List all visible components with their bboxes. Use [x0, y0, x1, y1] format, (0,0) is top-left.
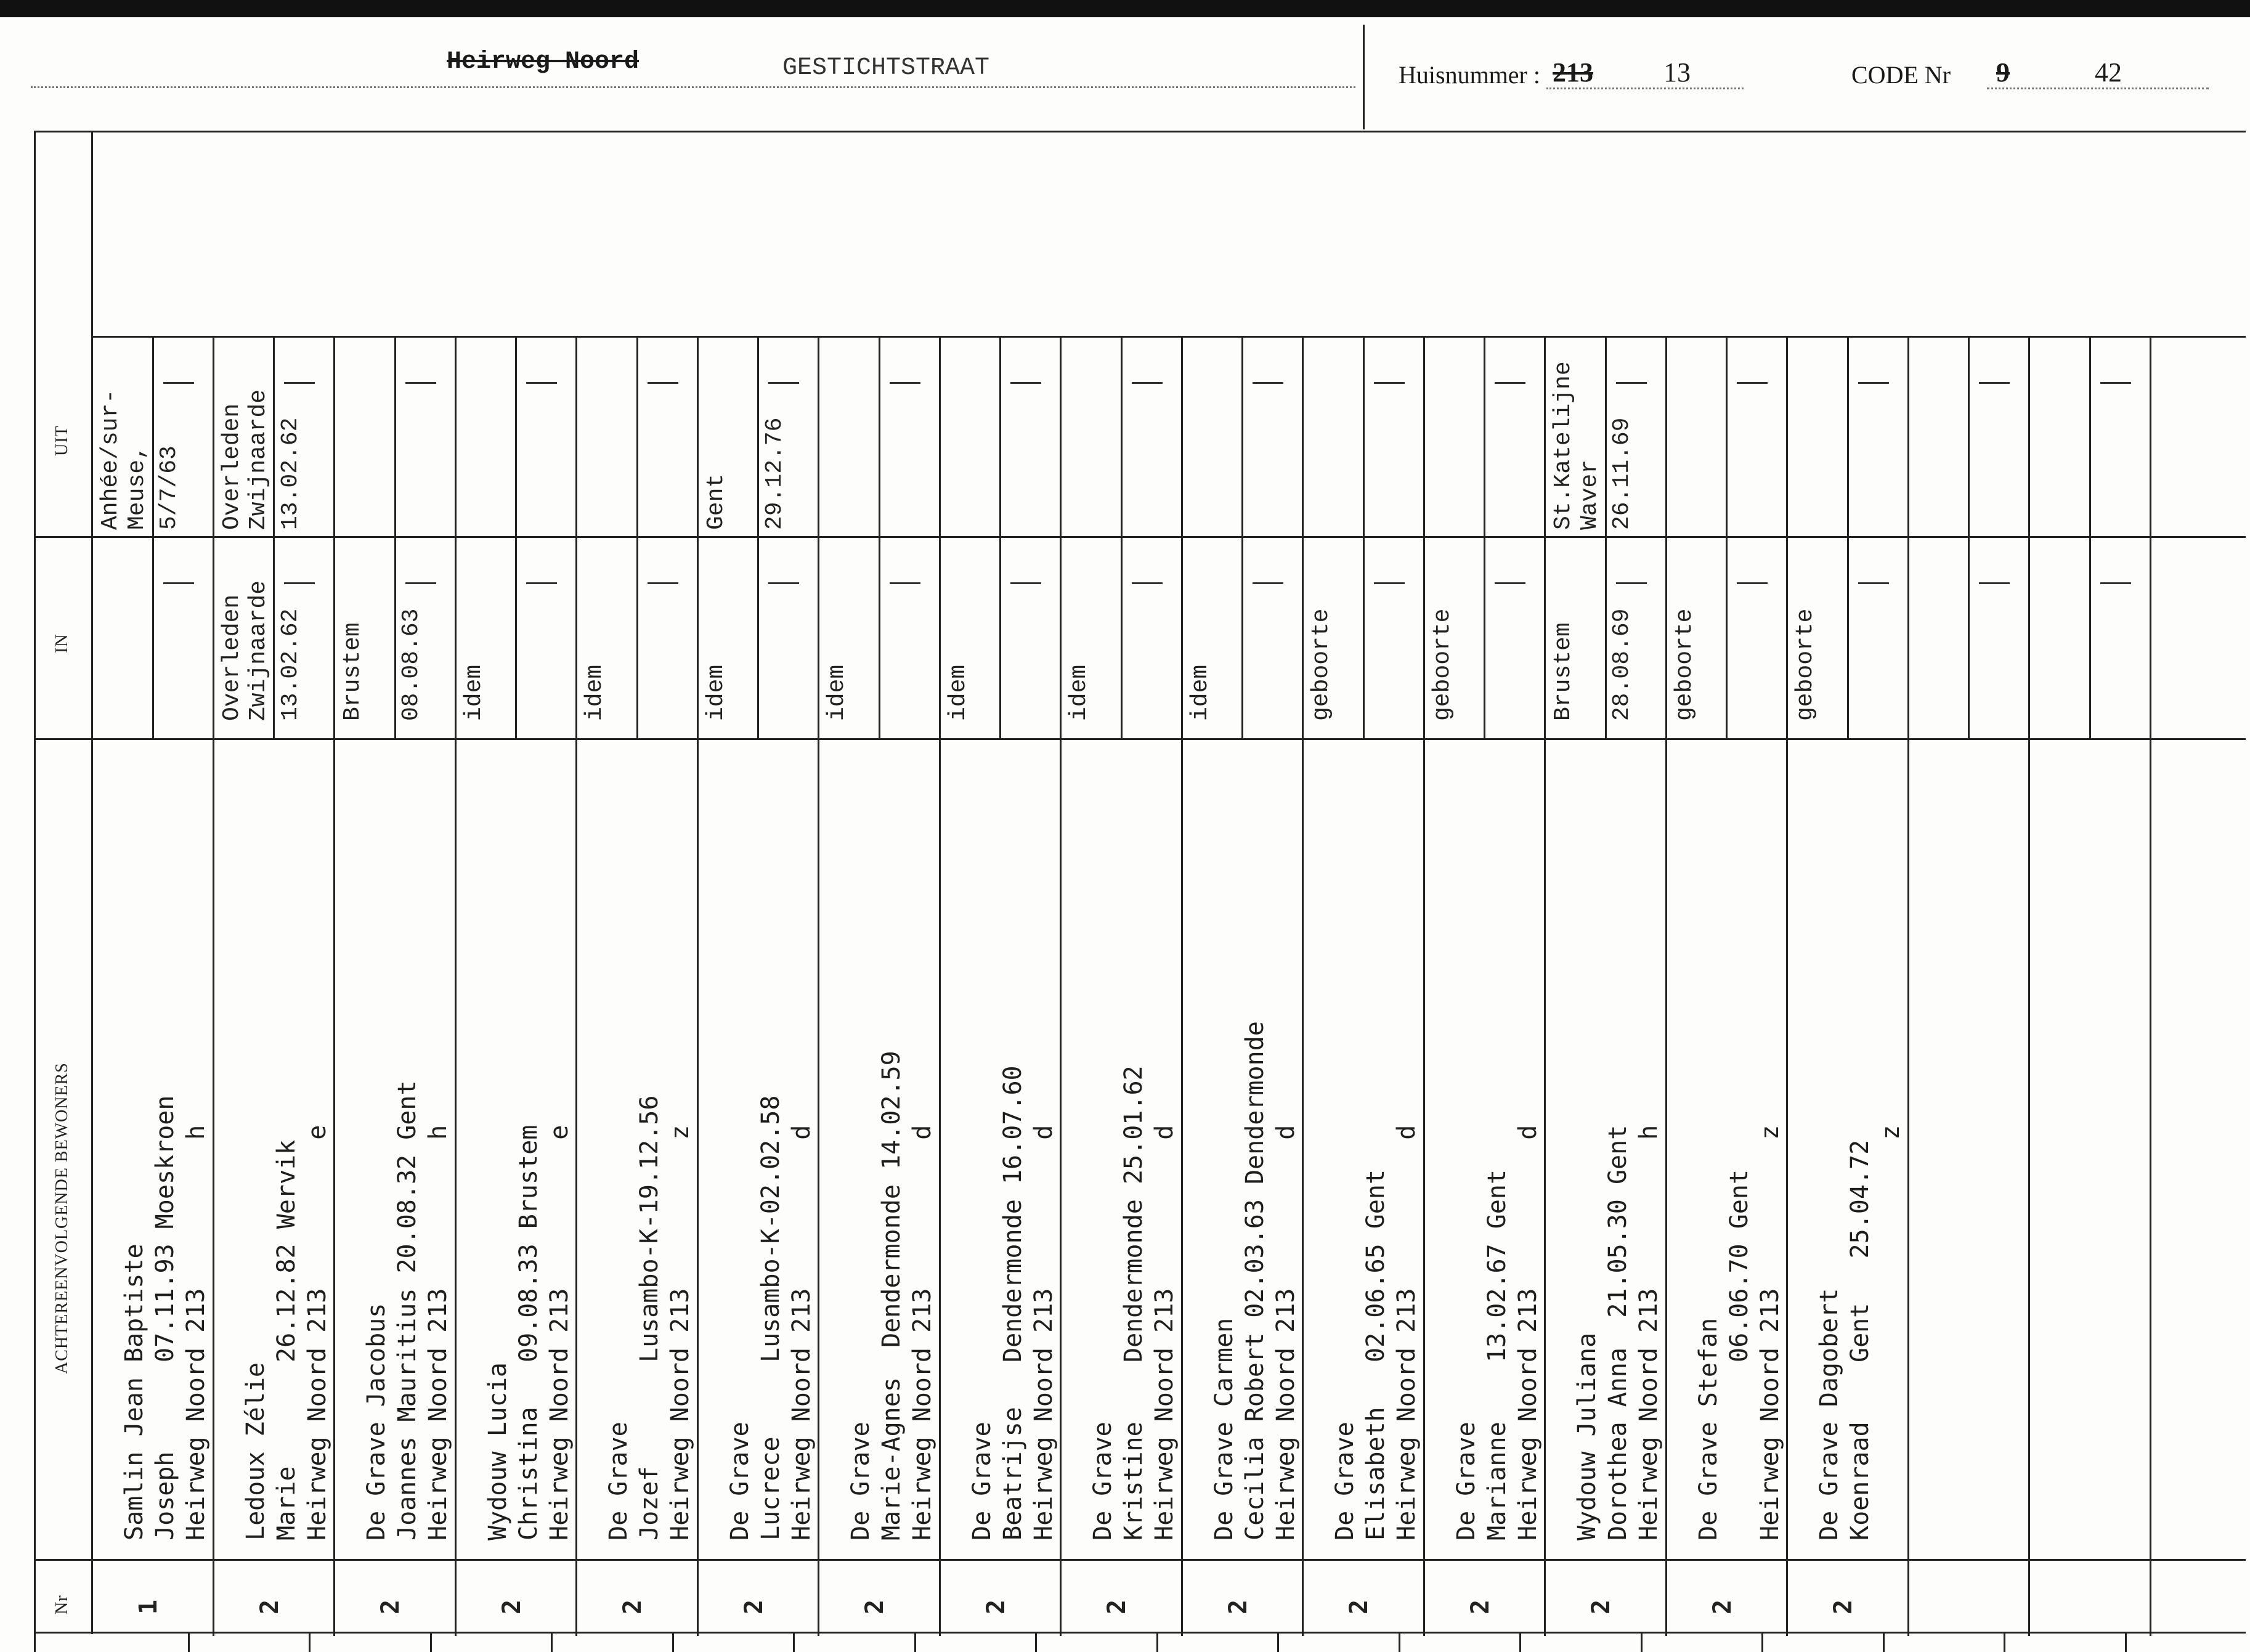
column-divider-bottom [1035, 1633, 1037, 1652]
row-nr: 2 [1224, 1599, 1253, 1614]
resident-name: De Grave Marianne 13.02.67 Gent Heirweg Noord 213 d [1452, 1125, 1542, 1540]
column-divider-bottom [2125, 1633, 2127, 1652]
cell-half-divider [757, 336, 759, 738]
cell-half-divider [1241, 336, 1243, 738]
uit-place: Overleden Zwijnaarde [219, 389, 272, 530]
cell-half-divider [2089, 336, 2091, 738]
resident-name: De Grave Lucrece Lusambo-K-02.02.58 Heirweg Noord 213 d [726, 1095, 816, 1540]
street-new: GESTICHTSTRAAT [782, 54, 990, 82]
blank-dash [648, 582, 678, 584]
column-divider [939, 336, 941, 1636]
cell-half-divider [1363, 336, 1365, 738]
in-place: idem [703, 664, 729, 721]
column-divider-bottom [430, 1633, 432, 1652]
table-top-border [34, 131, 2246, 132]
row-nr: 2 [1103, 1599, 1131, 1614]
column-divider [2028, 336, 2030, 1636]
row-nr: 2 [1587, 1599, 1615, 1614]
nr-top-line [34, 1559, 2246, 1561]
resident-name: De Grave Elisabeth 02.06.65 Gent Heirweg Noord 213 d [1331, 1125, 1421, 1540]
blank-dash [1010, 582, 1041, 584]
column-label-in: IN [52, 633, 71, 653]
cell-half-divider [999, 336, 1001, 738]
resident-name: Ledoux Zélie Marie 26.12.82 Wervik Heirweg Noord 213 e [242, 1125, 331, 1540]
in-place: idem [1066, 664, 1092, 721]
scan-top-border [0, 0, 2250, 17]
row-nr: 1 [134, 1599, 163, 1614]
resident-name: De Grave Carmen Cecilia Robert 02.03.63 Dendermonde Heirweg Noord 213 d [1210, 1021, 1300, 1540]
street-old: Heirweg Noord [447, 48, 640, 76]
blank-dash [890, 382, 920, 384]
column-divider [333, 336, 335, 1636]
row-nr: 2 [1345, 1599, 1373, 1614]
blank-dash [526, 582, 557, 584]
huisnummer-old: 213 [1553, 57, 1593, 87]
column-label-bewoners: ACHTEREENVOLGENDE BEWONERS [52, 1062, 71, 1374]
code-label: CODE Nr [1851, 61, 1951, 89]
in-place: idem [582, 664, 608, 721]
huisnummer-label: Huisnummer : [1399, 61, 1540, 89]
column-divider-bottom [1519, 1633, 1521, 1652]
blank-dash [1495, 382, 1525, 384]
blank-dash [648, 382, 678, 384]
table-left-border [34, 131, 36, 1652]
blank-dash [1132, 582, 1163, 584]
resident-name: De Grave Beatrijse Dendermonde 16.07.60 Heirweg Noord 213 d [968, 1065, 1058, 1540]
cell-half-divider [1847, 336, 1849, 738]
column-divider [455, 336, 457, 1636]
column-divider-bottom [1277, 1633, 1279, 1652]
blank-dash [405, 582, 436, 584]
column-divider-bottom [1399, 1633, 1400, 1652]
column-divider-bottom [1641, 1633, 1643, 1652]
resident-name: Wydouw Juliana Dorothea Anna 21.05.30 Gent Heirweg Noord 213 h [1573, 1125, 1663, 1540]
column-divider-bottom [1156, 1633, 1158, 1652]
uit-top-line [91, 336, 2246, 338]
blank-dash [1374, 582, 1405, 584]
blank-dash [526, 382, 557, 384]
blank-dash [1253, 582, 1283, 584]
column-divider [1302, 336, 1304, 1636]
blank-dash [1616, 582, 1647, 584]
column-divider-bottom [188, 1633, 190, 1652]
column-divider-bottom [793, 1633, 795, 1652]
column-divider [1544, 336, 1546, 1636]
cell-half-divider [636, 336, 638, 738]
column-label-uit: UIT [52, 425, 71, 456]
uit-date: 26.11.69 [1609, 417, 1635, 530]
column-divider-bottom [1883, 1633, 1885, 1652]
in-place: Brustem [1550, 622, 1577, 721]
blank-dash [1616, 382, 1647, 384]
resident-name: De Grave Marie-Agnes Dendermonde 14.02.59 Heirweg Noord 213 d [847, 1051, 936, 1540]
huisnummer-new: 13 [1663, 57, 1691, 87]
column-divider [818, 336, 819, 1636]
table-bottom-border [34, 1632, 2246, 1634]
row-nr: 2 [1829, 1599, 1858, 1614]
blank-dash [1495, 582, 1525, 584]
column-divider-bottom [551, 1633, 553, 1652]
column-divider [1060, 336, 1062, 1636]
in-place: geboorte [1308, 608, 1334, 721]
cell-half-divider [394, 336, 396, 738]
blank-dash [163, 382, 194, 384]
resident-name: De Grave Kristine Dendermonde 25.01.62 Heirweg Noord 213 d [1089, 1065, 1179, 1540]
row-nr: 2 [740, 1599, 768, 1614]
bewoners-top-line [34, 738, 2246, 740]
in-place: idem [824, 664, 850, 721]
cell-half-divider [1605, 336, 1607, 738]
row-nr: 2 [1466, 1599, 1495, 1614]
in-place: idem [461, 664, 487, 721]
column-divider [1423, 336, 1425, 1636]
resident-name: Wydouw Lucia Christina 09.08.33 Brustem Heirweg Noord 213 e [484, 1125, 574, 1540]
in-place: geboorte [1429, 608, 1456, 721]
blank-dash [1374, 382, 1405, 384]
column-label-nr: Nr [52, 1595, 71, 1614]
table-label-column-border [91, 131, 93, 1634]
in-date: 08.08.63 [398, 608, 424, 721]
blank-dash [1858, 582, 1889, 584]
code-dots [1987, 87, 2209, 89]
column-divider [213, 336, 214, 1636]
blank-dash [163, 582, 194, 584]
cell-half-divider [152, 336, 154, 738]
uit-place: St.Katelijne Waver [1550, 361, 1603, 530]
cell-half-divider [1121, 336, 1123, 738]
blank-dash [405, 382, 436, 384]
resident-name: De Grave Jacobus Joannes Mauritius 20.08.32 Gent Heirweg Noord 213 h [362, 1080, 452, 1540]
header-divider [1363, 25, 1365, 129]
column-divider [697, 336, 699, 1636]
resident-name: De Grave Jozef Lusambo-K-19.12.56 Heirweg Noord 213 z [604, 1095, 694, 1540]
row-nr: 2 [256, 1599, 284, 1614]
cell-half-divider [1726, 336, 1728, 738]
uit-place: Anhée/sur- Meuse, [97, 389, 150, 530]
cell-half-divider [1484, 336, 1485, 738]
row-nr: 2 [498, 1599, 526, 1614]
code-new: 42 [2095, 57, 2122, 87]
blank-dash [1010, 382, 1041, 384]
blank-dash [1253, 382, 1283, 384]
in-place: geboorte [1671, 608, 1698, 721]
in-date: 28.08.69 [1609, 608, 1635, 721]
column-divider-bottom [1761, 1633, 1763, 1652]
resident-name: De Grave Dagobert Koenraad Gent 25.04.72 z [1815, 1125, 1905, 1540]
column-divider [575, 336, 577, 1636]
code-old: 9 [1996, 57, 2010, 87]
cell-half-divider [879, 336, 880, 738]
blank-dash [2100, 582, 2131, 584]
huisnummer-dots [1546, 87, 1744, 89]
cell-half-divider [273, 336, 275, 738]
row-nr: 2 [376, 1599, 405, 1614]
blank-dash [1737, 382, 1768, 384]
blank-dash [284, 382, 315, 384]
in-place: Overleden Zwijnaarde [219, 580, 272, 721]
blank-dash [768, 582, 799, 584]
in-top-line [34, 536, 2246, 538]
cell-half-divider [515, 336, 517, 738]
blank-dash [768, 382, 799, 384]
uit-date: 5/7/63 [156, 446, 182, 530]
in-place: geboorte [1792, 608, 1819, 721]
uit-date: 13.02.62 [277, 417, 304, 530]
row-nr: 2 [619, 1599, 647, 1614]
blank-dash [1979, 582, 2010, 584]
resident-name: De Grave Stefan 06.06.70 Gent Heirweg Noord 213 z [1694, 1125, 1784, 1540]
in-date: 13.02.62 [277, 608, 304, 721]
blank-dash [1979, 382, 2010, 384]
cell-half-divider [1968, 336, 1970, 738]
blank-dash [890, 582, 920, 584]
row-nr: 2 [982, 1599, 1010, 1614]
row-nr: 2 [861, 1599, 889, 1614]
resident-name: Samlin Jean Baptiste Joseph 07.11.93 Moeskroen Heirweg Noord 213 h [120, 1095, 210, 1540]
header-dotted-line [31, 86, 1355, 88]
column-divider-bottom [309, 1633, 311, 1652]
column-divider-bottom [672, 1633, 674, 1652]
column-divider-bottom [2004, 1633, 2005, 1652]
blank-dash [1737, 582, 1768, 584]
uit-place: Gent [703, 473, 729, 530]
in-place: Brustem [339, 622, 366, 721]
in-place: idem [1187, 664, 1214, 721]
column-divider [1181, 336, 1183, 1636]
column-divider [1786, 336, 1788, 1636]
blank-dash [2100, 382, 2131, 384]
column-divider [1907, 336, 1909, 1636]
row-nr: 2 [1708, 1599, 1737, 1614]
column-divider [2150, 336, 2151, 1636]
in-place: idem [945, 664, 972, 721]
blank-dash [1858, 382, 1889, 384]
blank-dash [1132, 382, 1163, 384]
uit-date: 29.12.76 [762, 417, 788, 530]
column-divider-bottom [914, 1633, 916, 1652]
column-divider [1665, 336, 1667, 1636]
blank-dash [284, 582, 315, 584]
